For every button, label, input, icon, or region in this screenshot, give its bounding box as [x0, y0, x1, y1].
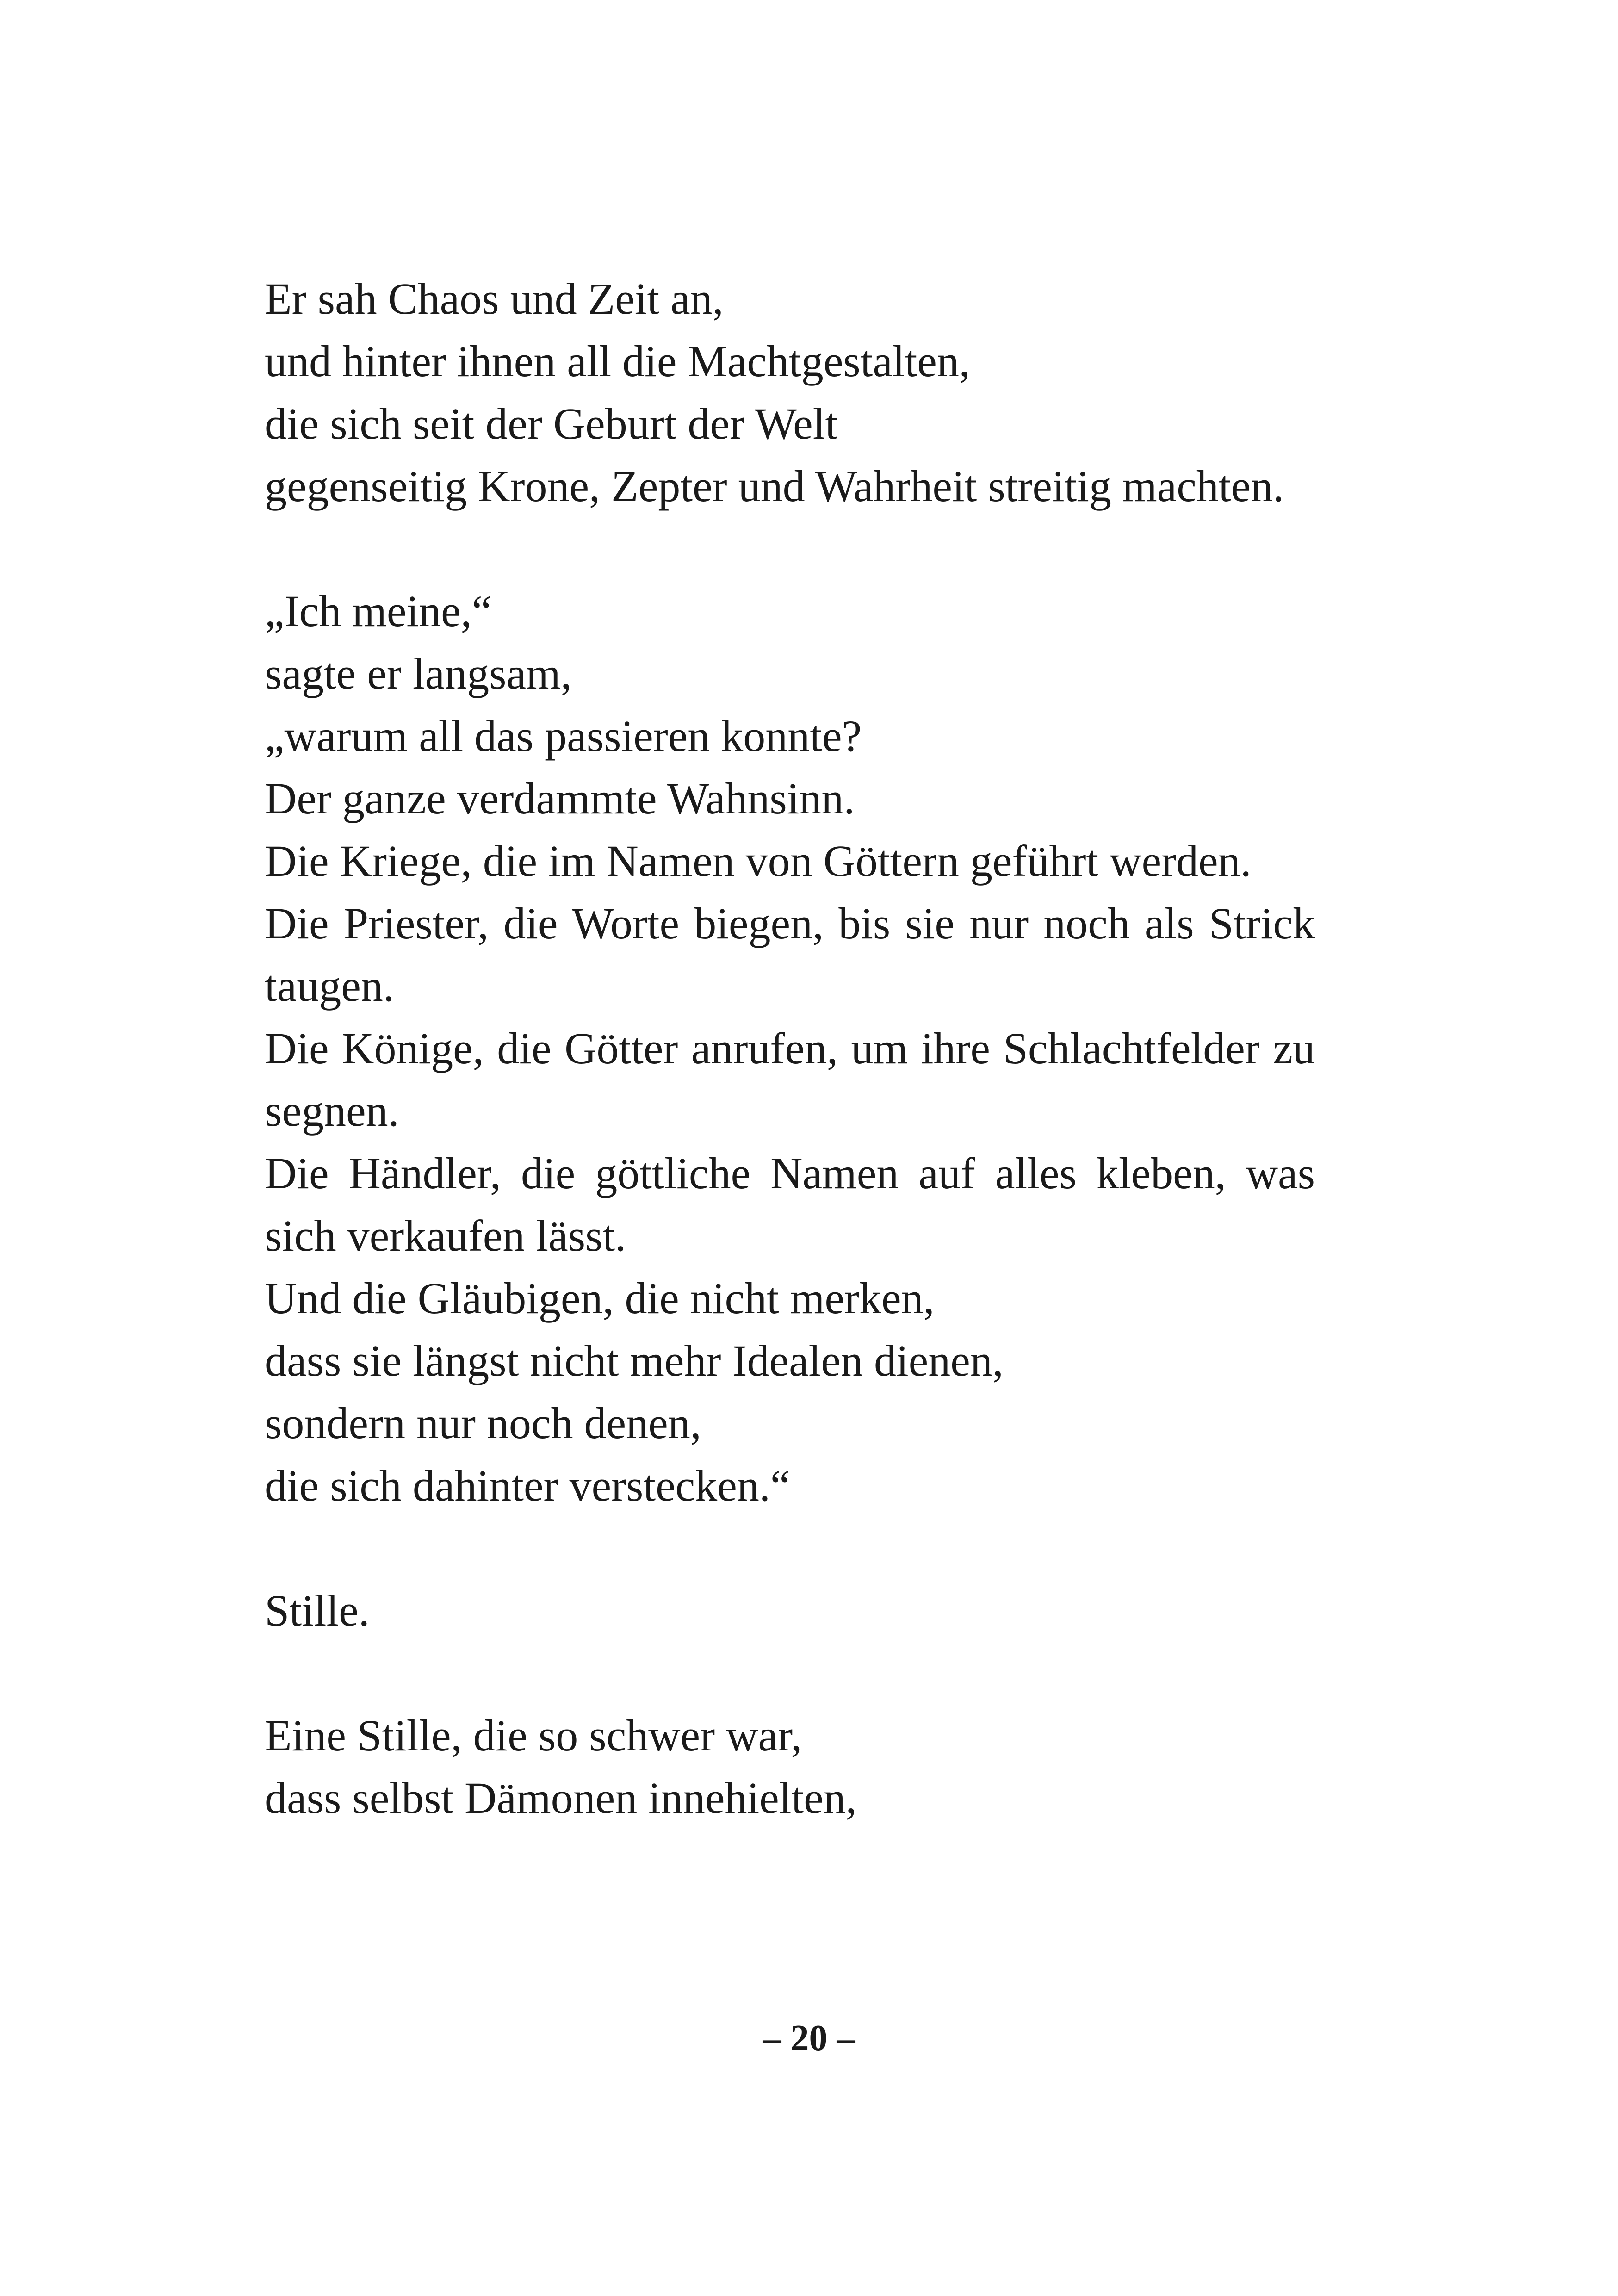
text-line: Und die Gläubigen, die nicht merken, — [265, 1273, 935, 1323]
text-line: Der ganze verdammte Wahnsinn. — [265, 774, 855, 823]
text-line: „warum all das passieren konnte? — [265, 711, 862, 761]
text-line: sondern nur noch denen, — [265, 1398, 701, 1448]
text-line: Die Kriege, die im Namen von Göttern geführt werden. — [265, 836, 1252, 886]
text-line: dass selbst Dämonen innehielten, — [265, 1773, 857, 1823]
stanza-3 — [265, 1579, 1315, 1642]
text-line: „Ich meine,“ — [265, 586, 492, 636]
text-line: Er sah Chaos und Zeit an, — [265, 274, 724, 323]
page-number: – 20 – — [763, 2018, 855, 2059]
body-text — [265, 267, 1315, 1829]
stanza-2 — [265, 580, 1315, 1517]
stanza-1 — [265, 267, 1315, 517]
text-line: und hinter ihnen all die Machtgestalten, — [265, 336, 970, 386]
text-line: Stille. — [265, 1586, 370, 1635]
text-line: Die Könige, die Götter anrufen, um ihre Schlachtfelder zu segnen. — [265, 1024, 1315, 1136]
text-line: gegenseitig Krone, Zepter und Wahrheit streitig machten. — [265, 461, 1284, 511]
text-line: Die Priester, die Worte biegen, bis sie nur noch als Strick taugen. — [265, 899, 1315, 1011]
text-line: sagte er langsam, — [265, 649, 572, 698]
text-line: die sich dahinter verstecken.“ — [265, 1461, 790, 1510]
text-line: Eine Stille, die so schwer war, — [265, 1711, 802, 1760]
text-line: dass sie längst nicht mehr Idealen dienen, — [265, 1336, 1004, 1385]
stanza-4 — [265, 1704, 1315, 1829]
text-line: die sich seit der Geburt der Welt — [265, 399, 838, 448]
text-line: Die Händler, die göttliche Namen auf alles kleben, was sich verkaufen lässt. — [265, 1148, 1315, 1260]
